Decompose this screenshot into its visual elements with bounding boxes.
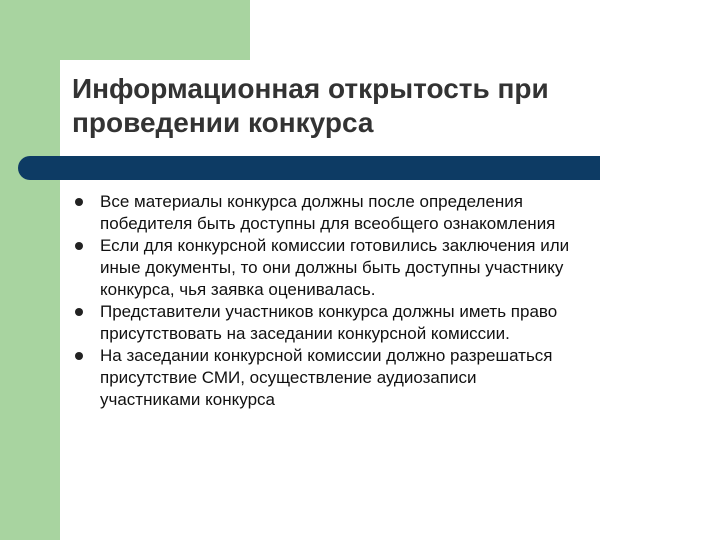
slide-title-line-1: Информационная открытость при	[72, 73, 549, 104]
bullet-dot-icon	[74, 235, 100, 257]
bullet-list	[74, 191, 694, 411]
bullet-item-4	[74, 345, 694, 411]
bullet-text-line: конкурса, чья заявка оценивалась.	[100, 280, 376, 299]
bullet-item-2	[74, 235, 694, 301]
bullet-text-line: участниками конкурса	[100, 390, 275, 409]
bullet-text-line: Если для конкурсной комиссии готовились заключения или	[100, 236, 570, 255]
left-accent-bar	[0, 0, 60, 540]
bullet-text-3	[100, 301, 557, 345]
bullet-text-4	[100, 345, 553, 411]
top-accent-block	[60, 0, 250, 60]
bullet-dot-icon	[74, 191, 100, 213]
bullet-text-2	[100, 235, 569, 301]
bullet-item-3	[74, 301, 694, 345]
slide-title-line-2: проведении конкурса	[72, 107, 374, 138]
bullet-dot-icon	[74, 301, 100, 323]
bullet-dot-icon	[74, 345, 100, 367]
bullet-item-1	[74, 191, 694, 235]
bullet-text-line: присутствовать на заседании конкурсной комиссии.	[100, 324, 510, 343]
bullet-text-1	[100, 191, 555, 235]
bullet-text-line: присутствие СМИ, осуществление аудиозаписи	[100, 368, 477, 387]
title-divider	[18, 156, 600, 180]
bullet-text-line: иные документы, то они должны быть доступны участнику	[100, 258, 564, 277]
bullet-text-line: Все материалы конкурса должны после определения	[100, 192, 523, 211]
bullet-text-line: На заседании конкурсной комиссии должно разрешаться	[100, 346, 553, 365]
bullet-text-line: победителя быть доступны для всеобщего ознакомления	[100, 214, 556, 233]
slide-title	[72, 72, 692, 140]
bullet-text-line: Представители участников конкурса должны иметь право	[100, 302, 558, 321]
